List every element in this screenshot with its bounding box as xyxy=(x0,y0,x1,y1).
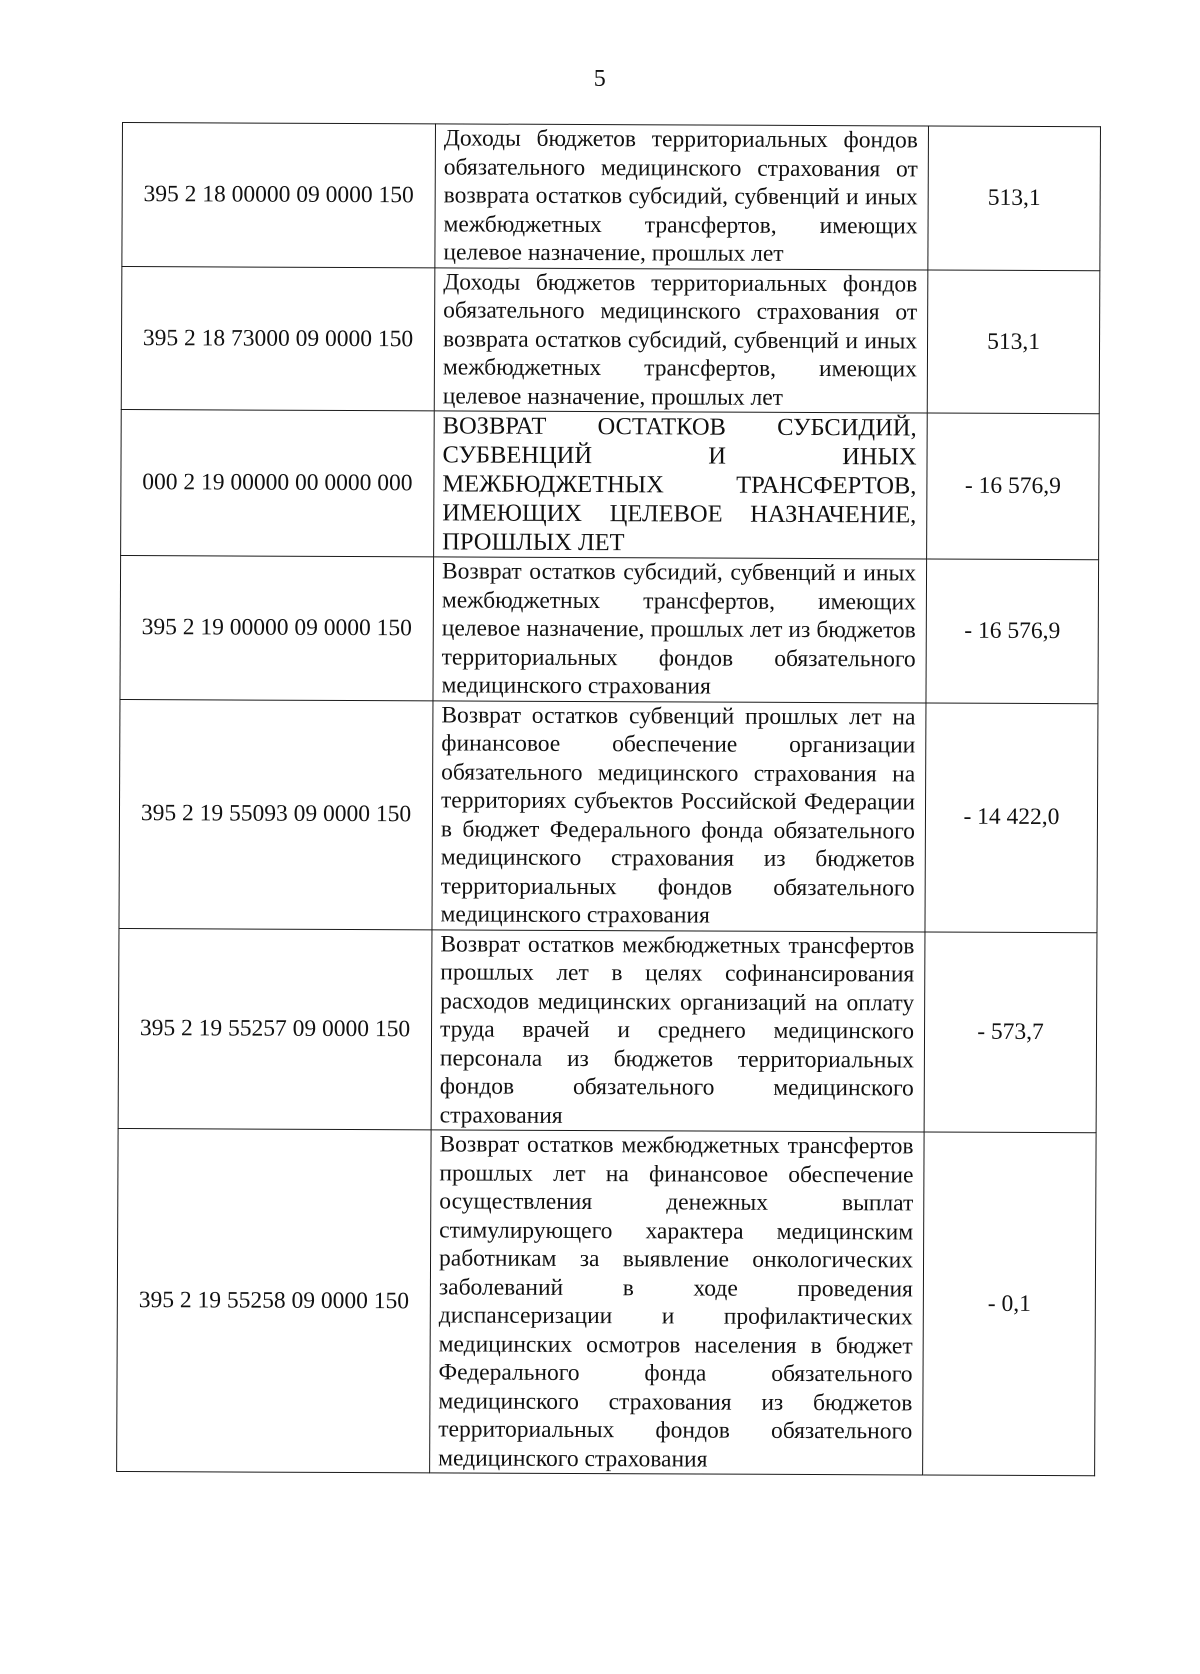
amount-value: - 573,7 xyxy=(924,932,1097,1133)
revenue-name: Возврат остатков межбюджетных трансфертов прошлых лет в целях софинансирования расходов медицинских организаций на оплату труда врачей и среднего медицинского персонала из бюджетов территориальных фондов обязательного медицинского страхования xyxy=(431,929,925,1132)
page-number: 5 xyxy=(593,66,607,92)
revenue-name: Возврат остатков межбюджетных трансфертов прошлых лет на финансовое обеспечение осуществления денежных выплат стимулирующего характера медицинским работникам за выявление онкологических заболеваний в ходе проведения диспансеризации и профилактических медицинских осмотров населения в бюджет Федерального фонда обязательного медицинского страхования из бюджетов территориальных фондов обязательного медицинского страхования xyxy=(430,1130,924,1475)
amount-value: - 0,1 xyxy=(923,1132,1096,1476)
table-row xyxy=(117,1128,1096,1475)
budget-classification-code: 000 2 19 00000 00 0000 000 xyxy=(121,409,435,556)
table-row xyxy=(121,266,1100,414)
revenue-name: Доходы бюджетов территориальных фондов обязательного медицинского страхования от возврата остатков субсидий, субвенций и иных межбюджетных трансфертов, имеющих целевое назначение, прошлых лет xyxy=(434,267,928,413)
table-row xyxy=(122,123,1101,271)
budget-revenue-table xyxy=(116,122,1101,1476)
budget-classification-code: 395 2 19 55258 09 0000 150 xyxy=(117,1128,431,1472)
amount-value: 513,1 xyxy=(928,126,1101,270)
table-row xyxy=(119,699,1098,932)
amount-value: - 16 576,9 xyxy=(927,413,1100,560)
revenue-name: ВОЗВРАТ ОСТАТКОВ СУБСИДИЙ, СУБВЕНЦИЙ И ИНЫХ МЕЖБЮДЖЕТНЫХ ТРАНСФЕРТОВ, ИМЕЮЩИХ ЦЕЛЕВОЕ НАЗНАЧЕНИЕ, ПРОШЛЫХ ЛЕТ xyxy=(434,411,928,559)
revenue-name: Возврат остатков субвенций прошлых лет на финансовое обеспечение организации обязательного медицинского страхования на территориях субъектов Российской Федерации в бюджет Федерального фонда обязательного медицинского страхования из бюджетов территориальных фондов обязательного медицинского страхования xyxy=(432,700,926,931)
amount-value: - 16 576,9 xyxy=(926,559,1099,703)
budget-classification-code: 395 2 18 73000 09 0000 150 xyxy=(121,266,435,411)
table-row xyxy=(118,928,1097,1133)
budget-classification-code: 395 2 19 55257 09 0000 150 xyxy=(118,928,432,1130)
revenue-name: Возврат остатков субсидий, субвенций и иных межбюджетных трансфертов, имеющих целевое назначение, прошлых лет из бюджетов территориальных фондов обязательного медицинского страхования xyxy=(433,557,927,703)
amount-value: - 14 422,0 xyxy=(925,703,1098,933)
table-row xyxy=(120,555,1099,703)
table-row xyxy=(121,409,1100,559)
amount-value: 513,1 xyxy=(927,270,1100,414)
budget-classification-code: 395 2 18 00000 09 0000 150 xyxy=(122,123,436,268)
budget-classification-code: 395 2 19 55093 09 0000 150 xyxy=(119,699,433,929)
budget-classification-code: 395 2 19 00000 09 0000 150 xyxy=(120,555,434,700)
revenue-name: Доходы бюджетов территориальных фондов обязательного медицинского страхования от возврата остатков субсидий, субвенций и иных межбюджетных трансфертов, имеющих целевое назначение, прошлых лет xyxy=(435,124,929,270)
